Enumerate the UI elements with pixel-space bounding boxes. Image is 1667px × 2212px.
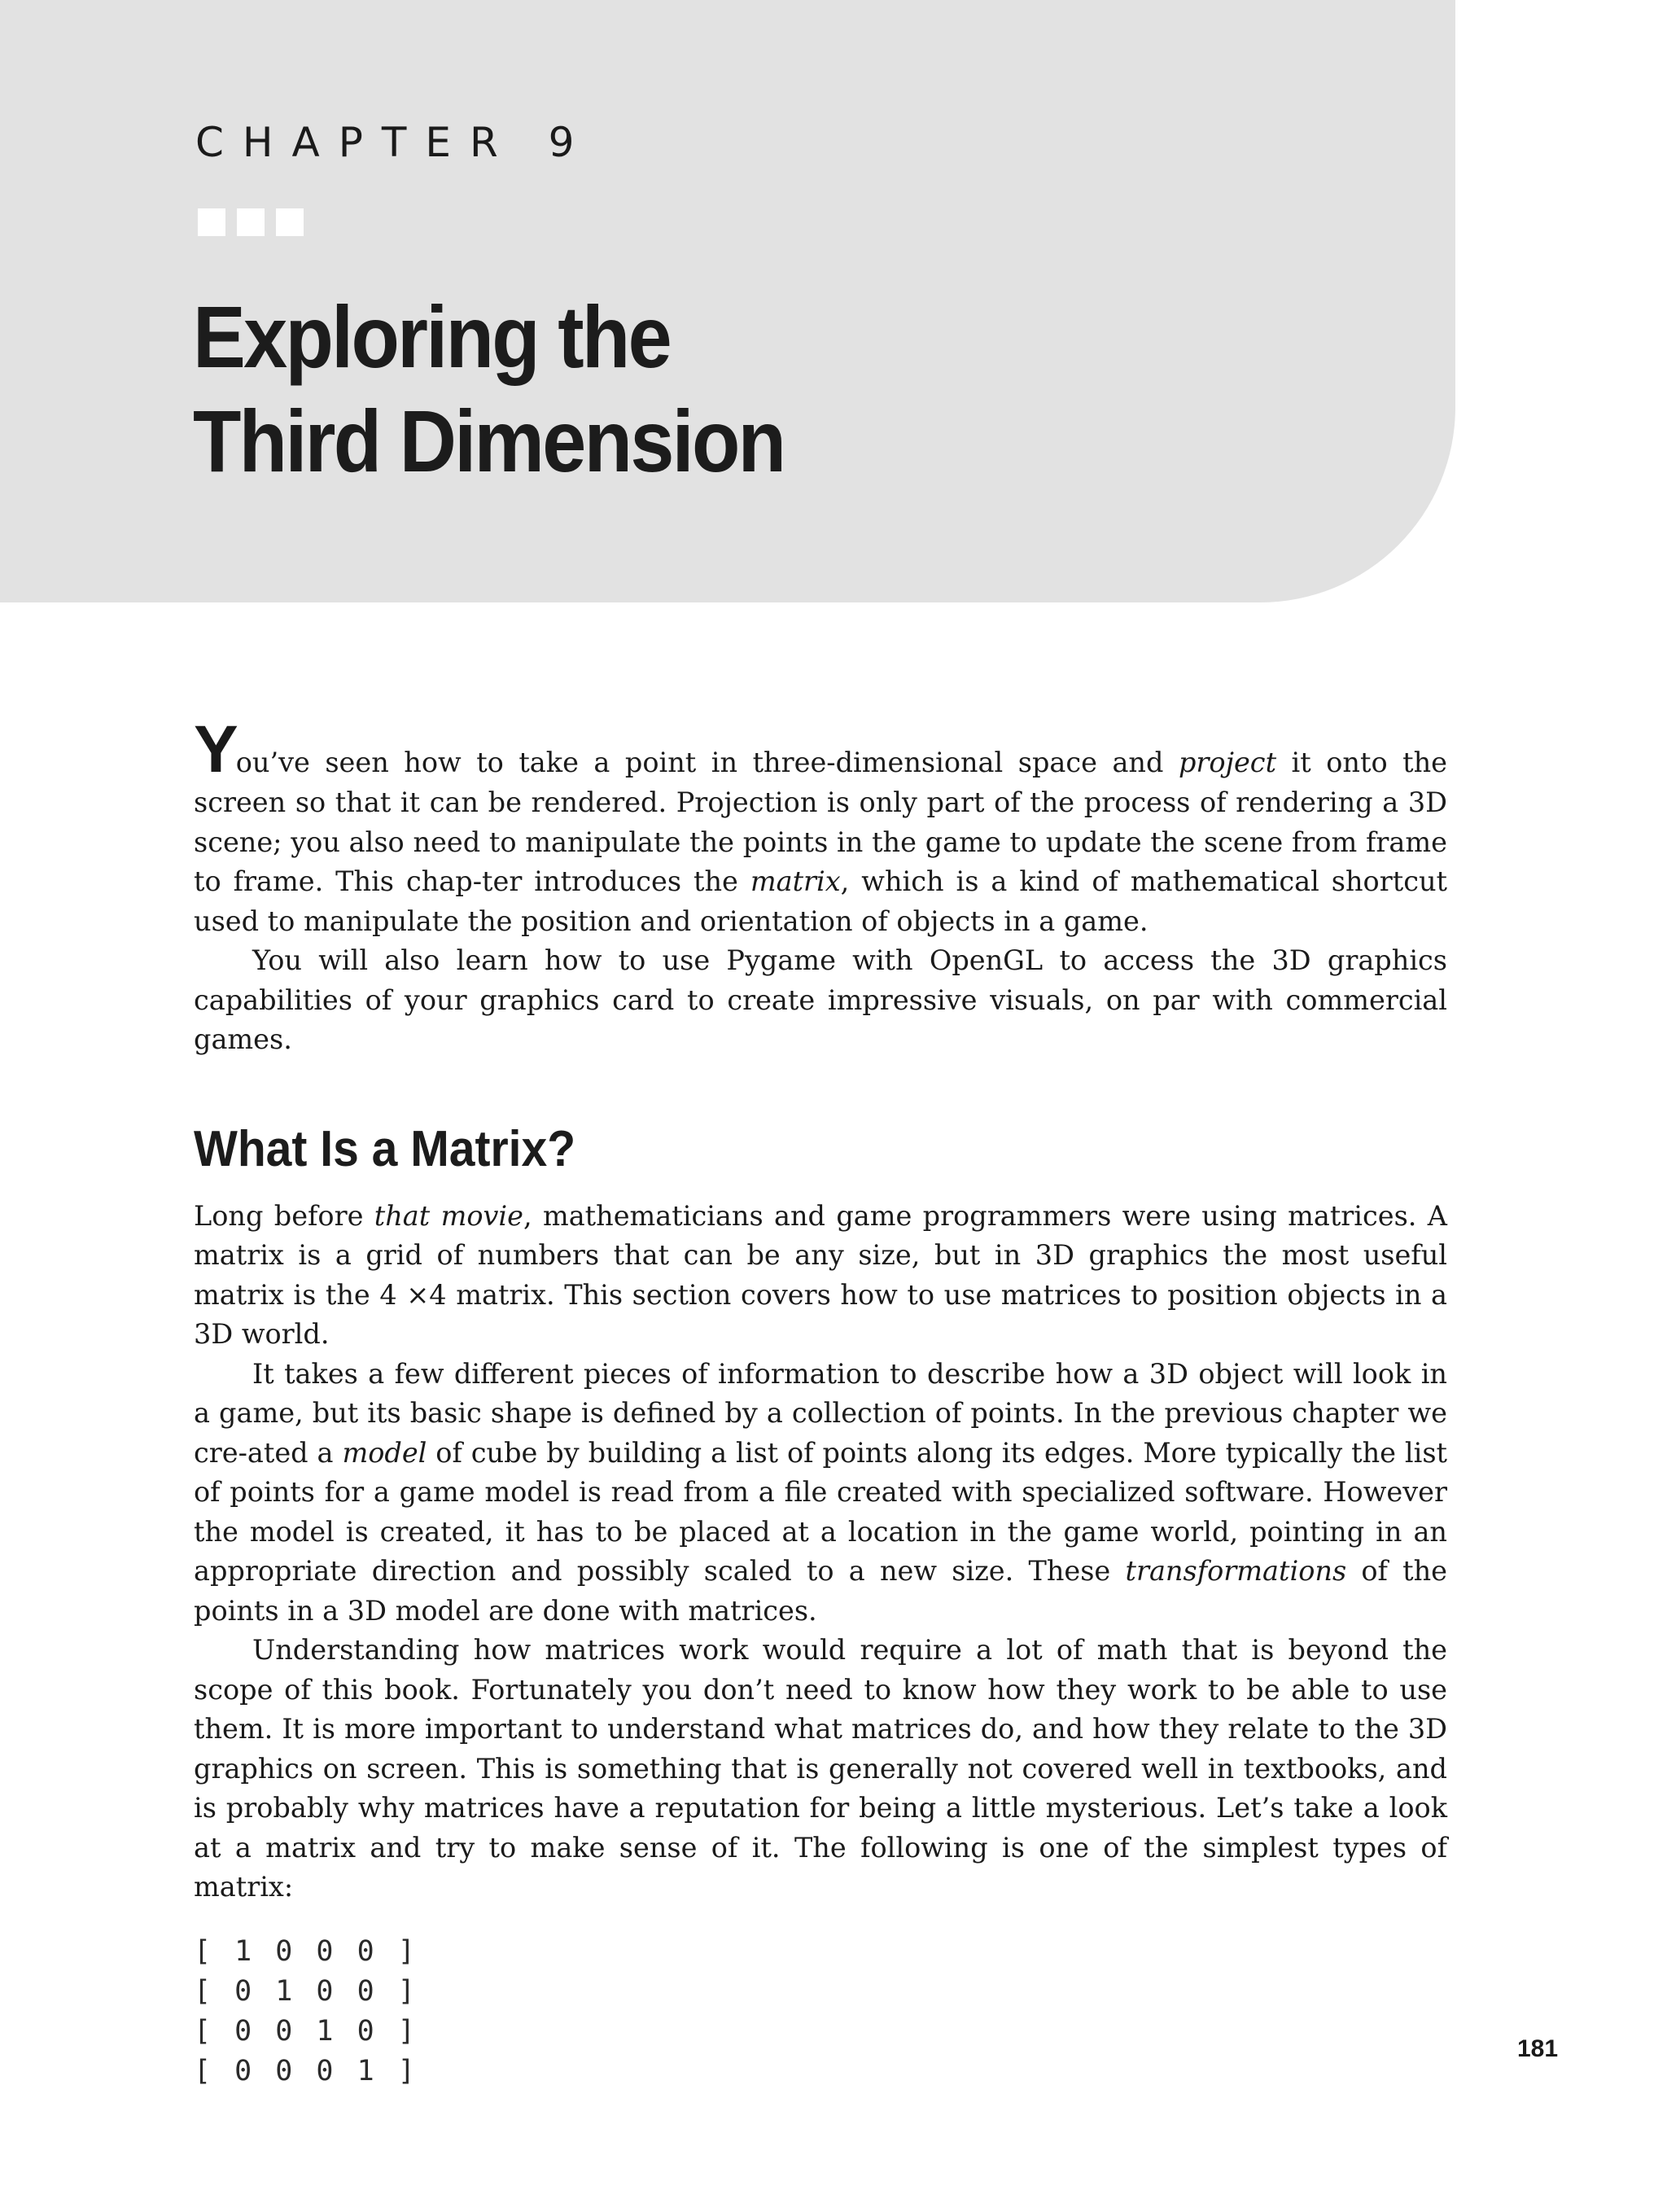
chapter-title [193, 285, 784, 493]
intro-p1-text-c: , which is a kind of mathematical shortcut used to manipulate the position and orientation of objects in a game. [194, 865, 1447, 937]
chapter-title-line-2: Third Dimension [193, 392, 785, 490]
intro-p1-text-a: ou’ve seen how to take a point in three-dimensional space and [235, 747, 1179, 778]
matrix-row-1: [ 1 0 0 0 ] [194, 1934, 418, 1968]
section-p1-text-a: Long before [194, 1199, 374, 1232]
drop-cap: Y [194, 712, 236, 786]
intro-p1-emphasis-matrix: matrix [750, 865, 841, 897]
page-number: 181 [1517, 2035, 1559, 2062]
section-p1-text-b: , mathematicians and game programmers were using matrices. A matrix is a grid of numbers that can be any size, but in 3D graphics the most useful matrix is the 4 ×4 matrix. This section covers how to use matrices to position objects in a 3D world. [194, 1199, 1447, 1350]
intro-paragraph-1 [194, 712, 1447, 941]
section-paragraph-1 [194, 1197, 1447, 1355]
chapter-header-band [0, 0, 1455, 602]
intro-paragraph-2: You will also learn how to use Pygame with OpenGL to access the 3D graphics capabilities of your graphics card to create impressive visuals, on par with commercial games. [194, 944, 1447, 1055]
chapter-label: CHAPTER 9 [195, 119, 593, 166]
square-3 [276, 208, 304, 236]
section-paragraph-2 [194, 1355, 1447, 1632]
page-body [194, 712, 1448, 2092]
decorative-squares [198, 208, 304, 236]
section-p2-emphasis-transformations: transformations [1125, 1555, 1347, 1587]
section-p2-text-a: It takes a few different pieces of information to describe how a 3D object will look in a game, but its basic shape is defined by a collection of points. In the previous chapter we cre-ated a [194, 1357, 1447, 1469]
section-p2-text-c: of the points in a 3D model are done with matrices. [194, 1555, 1448, 1627]
section-p2-text-b: of cube by building a list of points along its edges. More typically the list of points for a game model is read from a file created with specialized software. However the model is created, it has to be placed at a location in the game world, pointing in an appropriate direction and possibly scaled to a new size. These [194, 1436, 1447, 1587]
square-2 [237, 208, 265, 236]
intro-p1-emphasis-project: project [1178, 747, 1277, 778]
section-paragraph-3: Understanding how matrices work would require a lot of math that is beyond the scope of this book. Fortunately you don’t need to know how they work to be able to use them. It is more important to understand what matrices do, and how they relate to the 3D graphics on screen. This is something that is generally not covered well in textbooks, and is probably why matrices have a reputation for being a little mysterious. Let’s take a look at a matrix and try to make sense of it. The following is one of the simplest types of matrix: [194, 1634, 1447, 1903]
matrix-row-3: [ 0 0 1 0 ] [194, 2014, 418, 2048]
section-p1-emphasis: that movie [374, 1199, 523, 1232]
matrix-row-2: [ 0 1 0 0 ] [194, 1974, 418, 2008]
matrix-code-block [194, 1932, 1447, 2092]
section-heading: What Is a Matrix? [194, 1120, 576, 1177]
matrix-row-4: [ 0 0 0 1 ] [194, 2054, 418, 2087]
intro-p1-text-b: it onto the screen so that it can be rendered. Projection is only part of the process of rendering a 3D scene; you also need to manipulate the points in the game to update the scene from frame to frame. This chap-ter introduces the [194, 747, 1447, 897]
chapter-title-line-1: Exploring the [193, 287, 670, 386]
square-1 [198, 208, 225, 236]
section-p2-emphasis-model: model [342, 1436, 427, 1469]
